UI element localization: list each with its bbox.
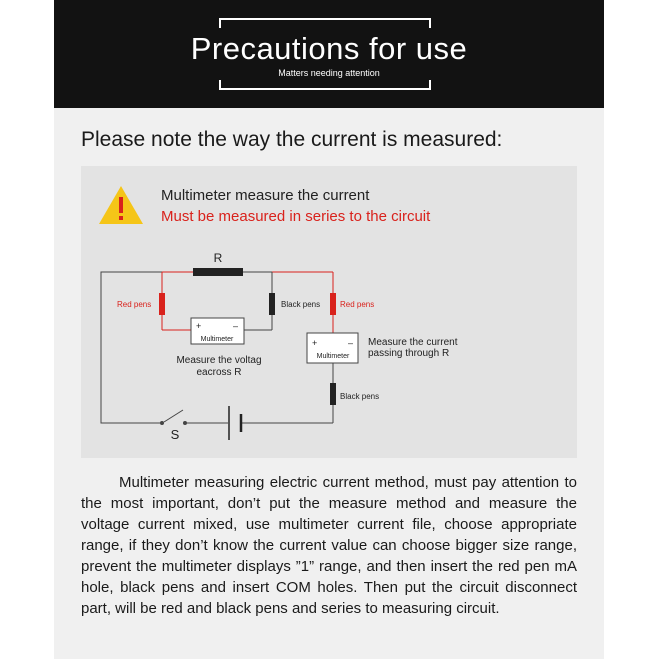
page-subtitle: Matters needing attention xyxy=(278,68,380,78)
meter-right-plus: + xyxy=(312,338,318,348)
red-pens-label-right: Red pens xyxy=(340,300,375,309)
black-probe-bottom xyxy=(330,383,336,405)
resistor xyxy=(193,268,243,276)
current-caption-line1: Measure the current xyxy=(368,337,458,348)
current-caption-line2: passing through R xyxy=(368,348,450,359)
red-pens-label-left: Red pens xyxy=(117,300,152,309)
circuit-wires xyxy=(101,272,333,423)
switch-label: S xyxy=(170,427,180,442)
multimeter-right xyxy=(307,333,358,363)
meter-right-label: Multimeter xyxy=(316,353,350,360)
red-probe-right xyxy=(330,293,336,315)
switch-icon xyxy=(160,410,187,425)
meter-left-minus: – xyxy=(233,321,239,331)
section-heading: Please note the way the current is measured: xyxy=(81,128,503,151)
multimeter-left xyxy=(191,318,244,344)
black-pens-label-bottom: Black pens xyxy=(340,392,380,401)
battery-icon xyxy=(229,406,241,440)
black-probe-mid xyxy=(269,293,275,315)
voltage-caption-line2: eacross R xyxy=(196,367,242,378)
resistor-label: R xyxy=(213,251,223,265)
red-probe-left xyxy=(159,293,165,315)
warning-triangle-icon xyxy=(99,186,143,224)
meter-left-label: Multimeter xyxy=(200,336,234,343)
black-pens-label-mid: Black pens xyxy=(281,300,321,309)
warning-title: Multimeter measure the current xyxy=(161,187,370,204)
voltage-caption-line1: Measure the voltag xyxy=(176,355,262,366)
meter-left-plus: + xyxy=(196,321,202,331)
meter-right-minus: – xyxy=(348,338,354,348)
page-title: Precautions for use xyxy=(190,31,468,66)
warning-emphasis: Must be measured in series to the circuit xyxy=(161,208,431,225)
body-paragraph: Multimeter measuring electric current method, must pay attention to the most important, don’t put the measure method and measure the voltage current mixed, use multimeter current file, choose appropriate range, if they don’t know the current value can choose bigger size range, prevent the multimeter displays ”1” range, and then insert the red pen mA hole, black pens and insert COM holes. Then put the circuit disconnect part, will be red and black pens and series to measuring circuit. xyxy=(81,474,577,617)
